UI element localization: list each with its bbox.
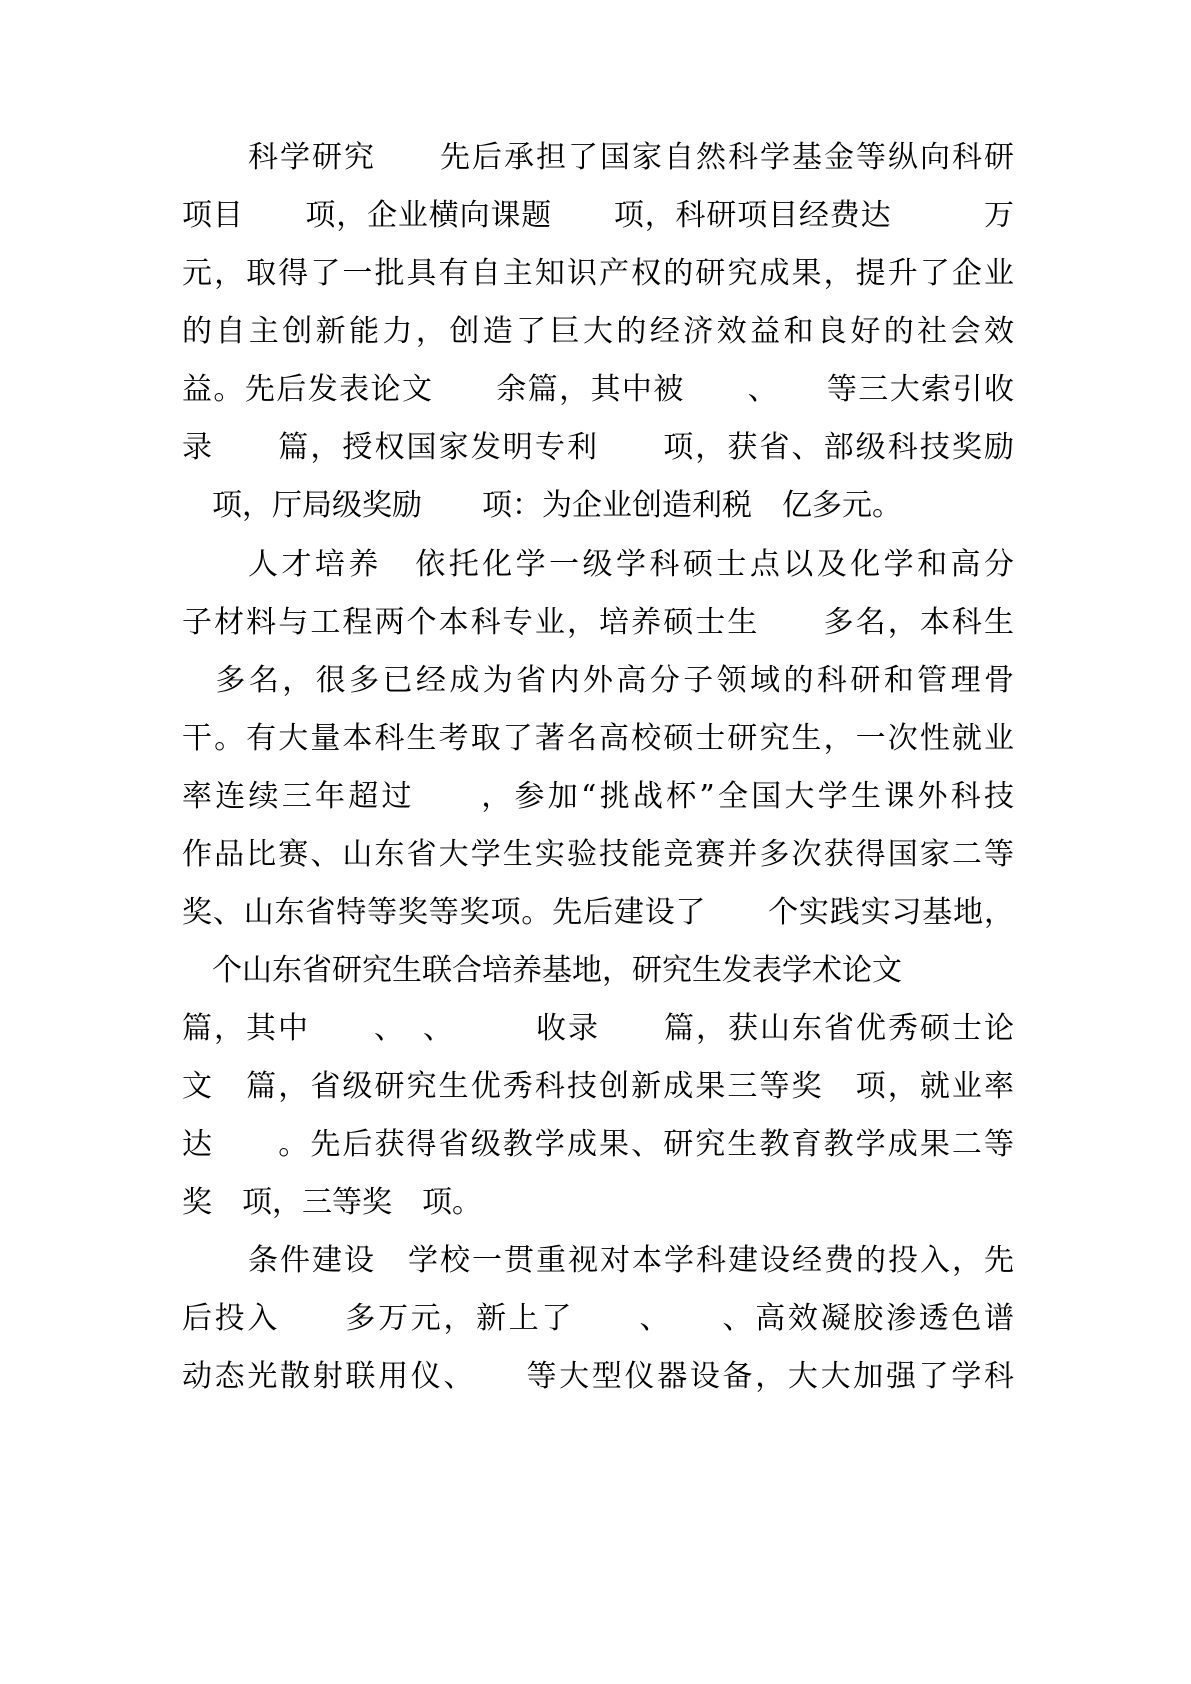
paragraph-scientific-research-line-6: 录 篇，授权国家发明专利 项，获省、部级科技奖励 [182, 430, 1014, 465]
paragraph-talent-training-line-5: 率连续三年超过 ，参加“挑战杯”全国大学生课外科技 [182, 779, 1014, 814]
paragraph-talent-training-line-2: 子材料与工程两个本科专业，培养硕士生 多名，本科生 [182, 605, 1014, 640]
paragraph-scientific-research-line-4: 的自主创新能力，创造了巨大的经济效益和良好的社会效 [182, 314, 1014, 349]
paragraph-conditions-line-2: 后投入 多万元，新上了 、 、高效凝胶渗透色谱 [182, 1301, 1014, 1336]
paragraph-talent-training-line-9: 篇，其中 、 、 收录 篇，获山东省优秀硕士论 [182, 1011, 1014, 1046]
paragraph-talent-training-line-11: 达 。先后获得省级教学成果、研究生教育教学成果二等 [182, 1127, 1014, 1162]
paragraph-talent-training-line-1: 人才培养 依托化学一级学科硕士点以及化学和高分 [248, 547, 1014, 582]
paragraph-talent-training-line-3: 多名，很多已经成为省内外高分子领域的科研和管理骨 [182, 663, 1014, 698]
paragraph-conditions-line-3: 动态光散射联用仪、 等大型仪器设备，大大加强了学科 [182, 1359, 1014, 1394]
paragraph-talent-training-line-12: 奖 项，三等奖 项。 [182, 1185, 482, 1220]
paragraph-scientific-research-line-5: 益。先后发表论文 余篇，其中被 、 等三大索引收 [182, 372, 1014, 407]
paragraph-talent-training-line-10: 文 篇，省级研究生优秀科技创新成果三等奖 项，就业率 [182, 1069, 1014, 1104]
paragraph-scientific-research-line-7: 项，厅局级奖励 项：为企业创造利税 亿多元。 [182, 488, 902, 523]
paragraph-talent-training-line-6: 作品比赛、山东省大学生实验技能竞赛并多次获得国家二等 [182, 837, 1014, 872]
paragraph-scientific-research-line-3: 元，取得了一批具有自主知识产权的研究成果，提升了企业 [182, 256, 1014, 291]
paragraph-scientific-research-line-2: 项目 项，企业横向课题 项，科研项目经费达 万 [182, 198, 1014, 233]
paragraph-talent-training-line-8: 个山东省研究生联合培养基地，研究生发表学术论文 [182, 953, 962, 988]
paragraph-scientific-research-line-1: 科学研究 先后承担了国家自然科学基金等纵向科研 [248, 140, 1014, 175]
paragraph-talent-training-line-4: 干。有大量本科生考取了著名高校硕士研究生，一次性就业 [182, 721, 1014, 756]
paragraph-talent-training-line-7: 奖、山东省特等奖等奖项。先后建设了 个实践实习基地， [182, 895, 1014, 930]
paragraph-conditions-line-1: 条件建设 学校一贯重视对本学科建设经费的投入，先 [248, 1243, 1014, 1278]
